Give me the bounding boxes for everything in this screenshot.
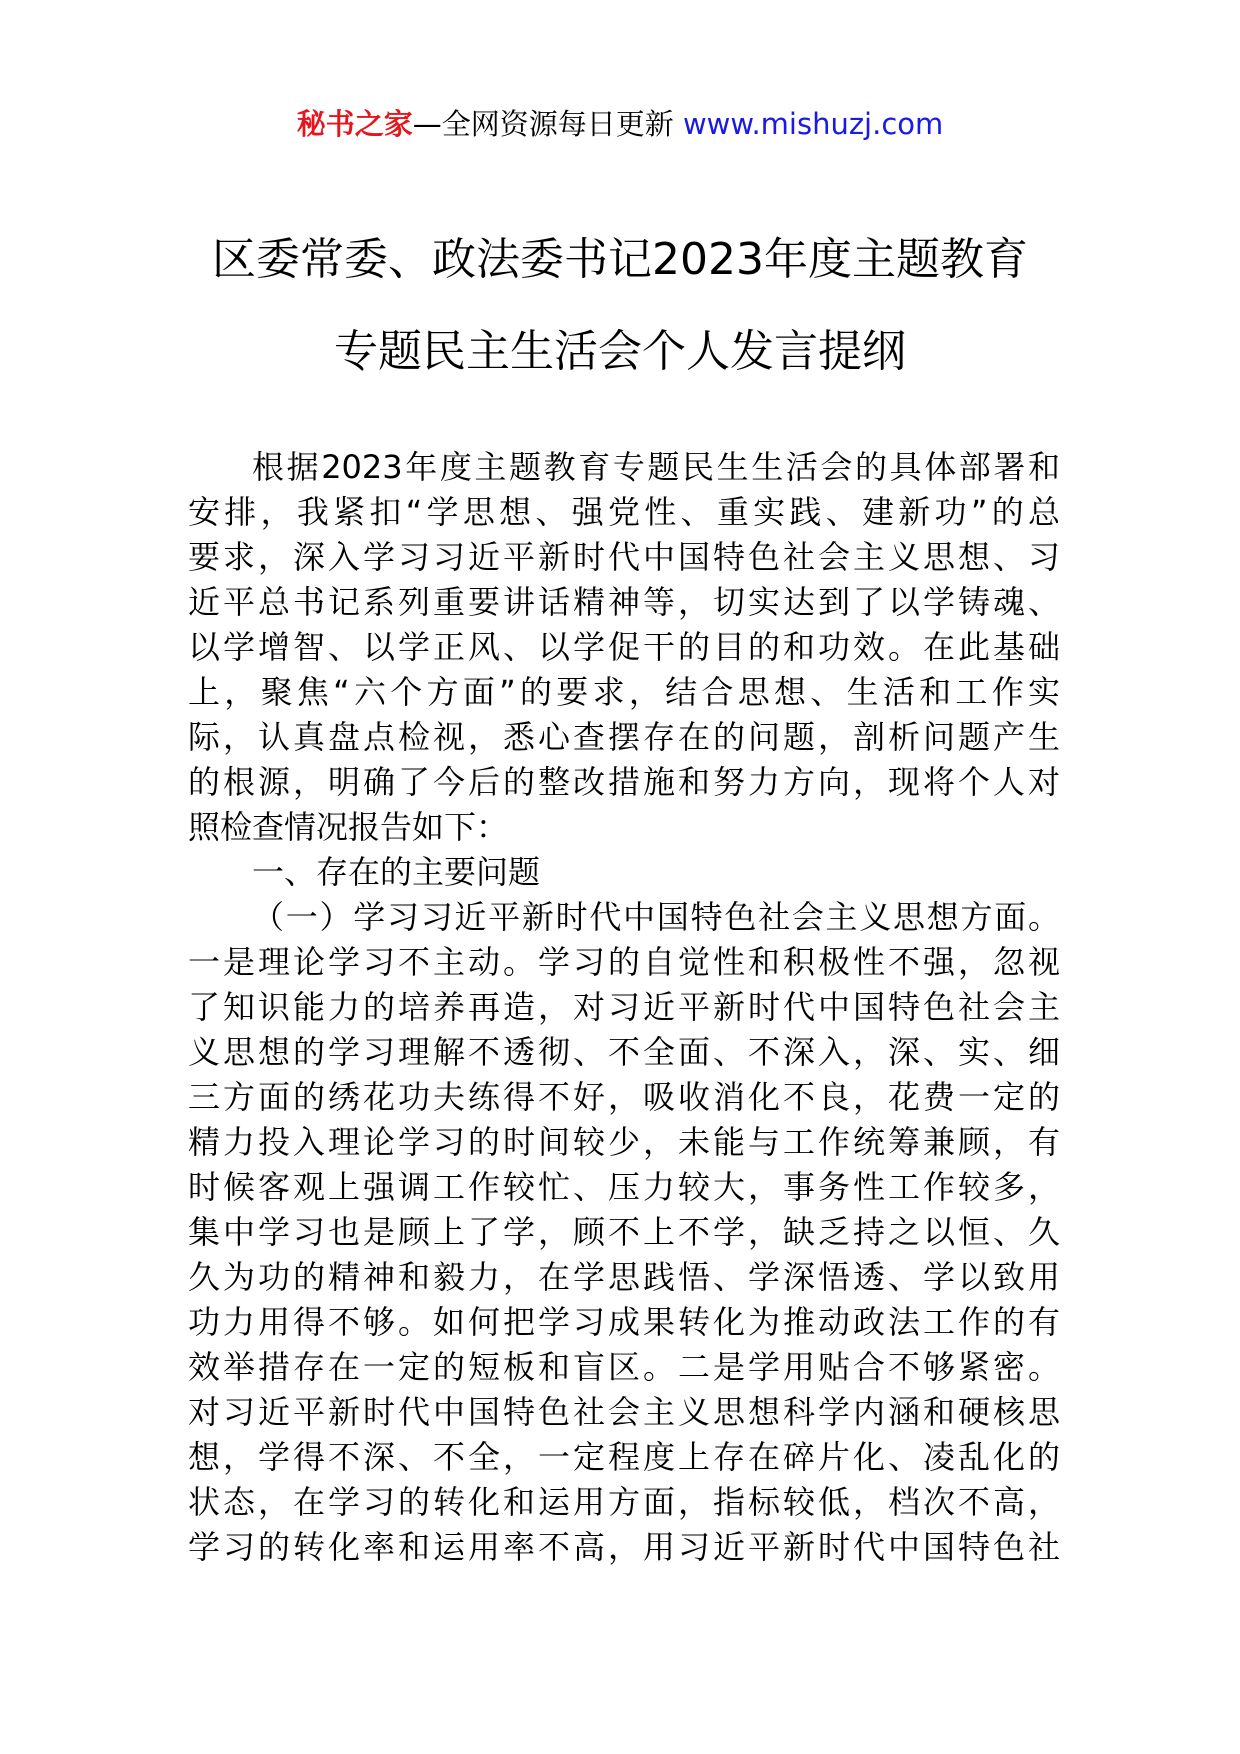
- subsection-heading: （一）学习习近平新时代中国特色社会主义思想方面。: [252, 898, 1060, 936]
- document-title-line-1: 区委常委、政法委书记2023年度主题教育: [212, 234, 1028, 285]
- body-line: 际，认真盘点检视，悉心查摆存在的问题，剖析问题产生: [188, 718, 1060, 756]
- site-brand: 秘书之家: [296, 107, 413, 141]
- body-line: 学习的转化率和运用率不高，用习近平新时代中国特色社: [188, 1528, 1060, 1566]
- body-line: 近平总书记系列重要讲话精神等，切实达到了以学铸魂、: [188, 583, 1060, 621]
- body-line: 了知识能力的培养再造，对习近平新时代中国特色社会主: [188, 988, 1060, 1026]
- document-body: [188, 445, 1060, 1570]
- body-line: 一是理论学习不主动。学习的自觉性和积极性不强，忽视: [188, 943, 1060, 981]
- body-line: 精力投入理论学习的时间较少，未能与工作统筹兼顾，有: [188, 1123, 1060, 1161]
- site-tagline: —全网资源每日更新: [412, 107, 683, 141]
- body-line: 想，学得不深、不全，一定程度上存在碎片化、凌乱化的: [188, 1438, 1060, 1476]
- body-line: 状态，在学习的转化和运用方面，指标较低，档次不高，: [188, 1483, 1060, 1521]
- body-line: 以学增智、以学正风、以学促干的目的和功效。在此基础: [188, 628, 1060, 666]
- body-line: 集中学习也是顾上了学，顾不上不学，缺乏持之以恒、久: [188, 1213, 1060, 1251]
- body-line: 效举措存在一定的短板和盲区。二是学用贴合不够紧密。: [188, 1348, 1060, 1386]
- body-line: 要求，深入学习习近平新时代中国特色社会主义思想、习: [188, 538, 1060, 576]
- section-heading: 一、存在的主要问题: [252, 853, 541, 891]
- body-line: 对习近平新时代中国特色社会主义思想科学内涵和硬核思: [188, 1393, 1060, 1431]
- site-url-link[interactable]: www.mishuzj.com: [682, 107, 944, 141]
- body-line: 功力用得不够。如何把学习成果转化为推动政法工作的有: [188, 1303, 1060, 1341]
- body-line: 根据2023年度主题教育专题民生生活会的具体部署和: [252, 448, 1060, 486]
- body-line: 三方面的绣花功夫练得不好，吸收消化不良，花费一定的: [188, 1078, 1060, 1116]
- body-line: 时候客观上强调工作较忙、压力较大，事务性工作较多，: [188, 1168, 1060, 1206]
- body-line: 安排，我紧扣“学思想、强党性、重实践、建新功”的总: [188, 493, 1060, 531]
- body-line: 久为功的精神和毅力，在学思践悟、学深悟透、学以致用: [188, 1258, 1060, 1296]
- document-title-line-2: 专题民主生活会个人发言提纲: [334, 326, 906, 377]
- body-line: 照检查情况报告如下：: [188, 808, 509, 846]
- body-line: 义思想的学习理解不透彻、不全面、不深入，深、实、细: [188, 1033, 1060, 1071]
- site-header: [0, 104, 1240, 144]
- body-line: 的根源，明确了今后的整改措施和努力方向，现将个人对: [188, 763, 1060, 801]
- body-line: 上，聚焦“六个方面”的要求，结合思想、生活和工作实: [188, 673, 1060, 711]
